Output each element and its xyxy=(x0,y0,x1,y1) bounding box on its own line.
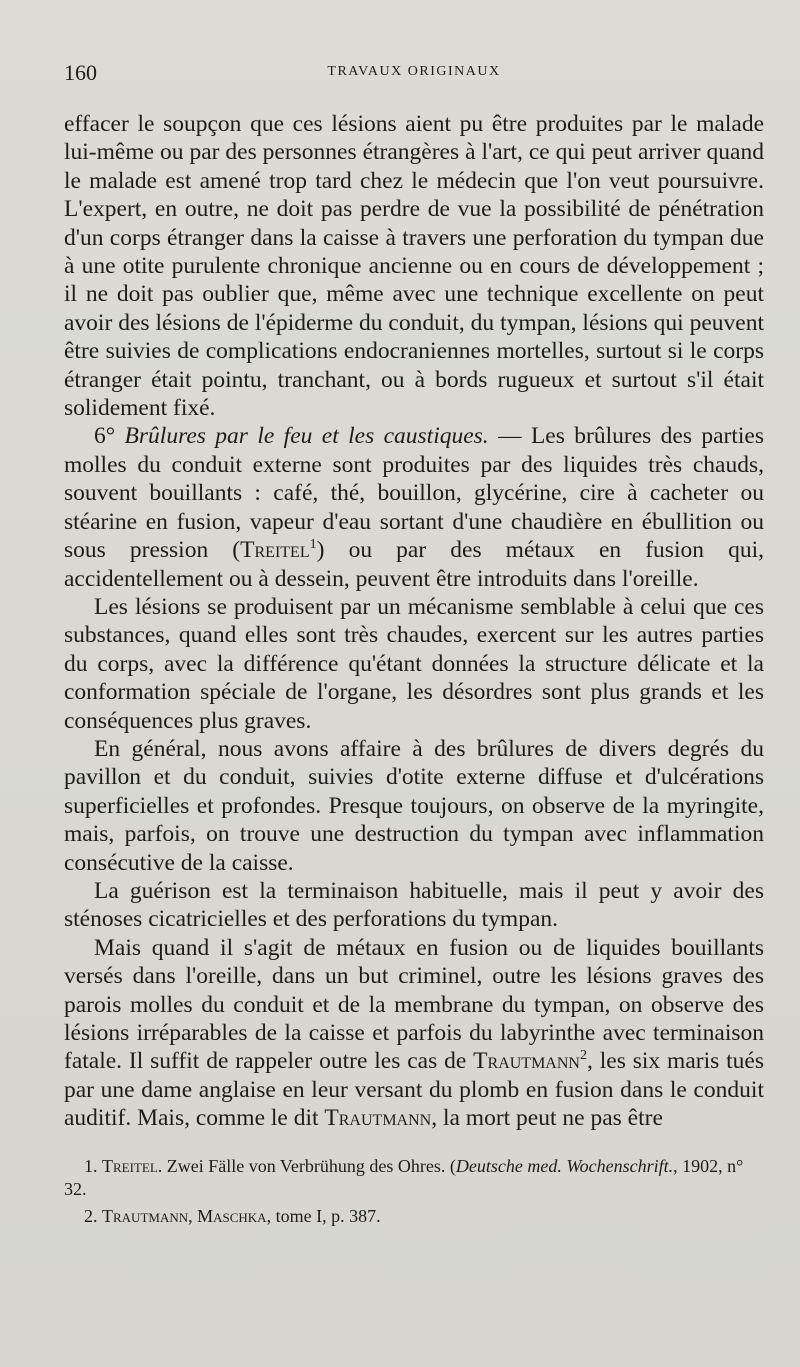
paragraph-2 xyxy=(64,422,764,592)
author-name-treitel: Treitel xyxy=(240,537,310,564)
paragraph-3: Les lésions se produisent par un mécanisme semblable à celui que ces substances, quand elles sont très chaudes, exercent sur les autres parties du corps, avec la différence qu'étant données la structure délicate et la conformation spéciale de l'organe, les désordres sont plus grands et les conséquences plus graves. xyxy=(64,593,764,734)
author-name-trautmann: Trautmann xyxy=(473,1048,580,1075)
footnote-1-number: 1. xyxy=(84,1155,98,1176)
footnote-1-text-a: . Zwei Fälle von Verbrühung des Ohres. ( xyxy=(157,1155,456,1176)
footnote-ref-1: 1 xyxy=(309,536,317,553)
footnote-ref-2: 2 xyxy=(579,1047,588,1064)
page-number: 160 xyxy=(64,60,97,85)
footnote-2-author: Trautmann xyxy=(102,1205,189,1226)
footnote-1-text-b: , 1902, n° 32. xyxy=(64,1155,744,1199)
paragraph-6-text-a: Mais quand il s'agit de métaux en fusion ou de liquides bouillants versés dans l'oreille, dans un but criminel, outre les lésions graves des parois molles du conduit et de la membrane du tympan, on observe des lésions irréparables de la caisse et parfois du labyrinthe avec terminaison fatale. Il suffit de rappeler outre les cas de xyxy=(64,934,764,1075)
footnote-2 xyxy=(64,1205,764,1228)
paragraph-6-text-b: , les six maris tués par une dame anglaise en leur versant du plomb en fusion dans le conduit auditif. Mais, comme le dit xyxy=(64,1048,764,1132)
footnote-1-journal: Deutsche med. Wochenschrift. xyxy=(455,1155,674,1176)
footnote-2-separator: , xyxy=(188,1205,198,1226)
footnote-1-author: Treitel xyxy=(102,1155,158,1176)
running-title: TRAVAUX ORIGINAUX xyxy=(327,64,501,79)
footnotes xyxy=(64,1155,764,1228)
paragraph-5: La guérison est la terminaison habituelle, mais il peut y avoir des sténoses cicatricielles et des perforations du tympan. xyxy=(64,877,764,933)
paragraph-4: En général, nous avons affaire à des brûlures de divers degrés du pavillon et du conduit, suivies d'otite externe diffuse et d'ulcérations superficielles et profondes. Presque toujours, on observe de la myringite, mais, parfois, on trouve une destruction du tympan avec inflammation consécutive de la caisse. xyxy=(64,735,764,876)
footnote-2-text: , tome I, p. 387. xyxy=(266,1205,381,1226)
paragraph-6-text-c: , la mort peut ne pas être xyxy=(431,1105,663,1132)
footnote-1 xyxy=(64,1155,764,1201)
footnote-2-number: 2. xyxy=(84,1205,98,1226)
footnote-2-author-2: Maschka xyxy=(197,1205,267,1226)
section-number: 6° xyxy=(94,423,116,450)
running-header xyxy=(64,56,764,92)
paragraph-6 xyxy=(64,934,764,1133)
body-text xyxy=(64,110,764,1133)
paragraph-2-text-a: — Les brûlures des parties molles du conduit externe sont produites par des liquides très chauds, souvent bouillants : café, thé, bouillon, glycérine, cire à cacheter ou stéarine en fusion, vapeur d'eau sortant d'une chaudière en ébullition ou sous pression ( xyxy=(64,423,765,564)
paragraph-1: effacer le soupçon que ces lésions aient pu être produites par le malade lui-même ou par des personnes étrangères à l'art, ce qui peut arriver quand le malade est amené trop tard chez le médecin que l'on veut poursuivre. L'expert, en outre, ne doit pas perdre de vue la possibilité de pénétration d'un corps étranger dans la caisse à travers une perforation du tympan due à une otite purulente chronique ancienne ou en cours de développement ; il ne doit pas oublier que, même avec une technique excellente on peut avoir des lésions de l'épiderme du conduit, du tympan, lésions qui peuvent être suivies de complications endocraniennes mortelles, surtout si le corps étranger était pointu, tranchant, ou à bords rugueux et surtout s'il était solidement fixé. xyxy=(64,111,764,422)
paragraph-2-text-b: ) ou par des métaux en fusion qui, accidentellement ou à dessein, peuvent être introduits dans l'oreille. xyxy=(64,537,764,592)
author-name-trautmann-2: Trautmann xyxy=(324,1105,432,1132)
section-title: Brûlures par le feu et les caustiques. xyxy=(124,423,489,450)
